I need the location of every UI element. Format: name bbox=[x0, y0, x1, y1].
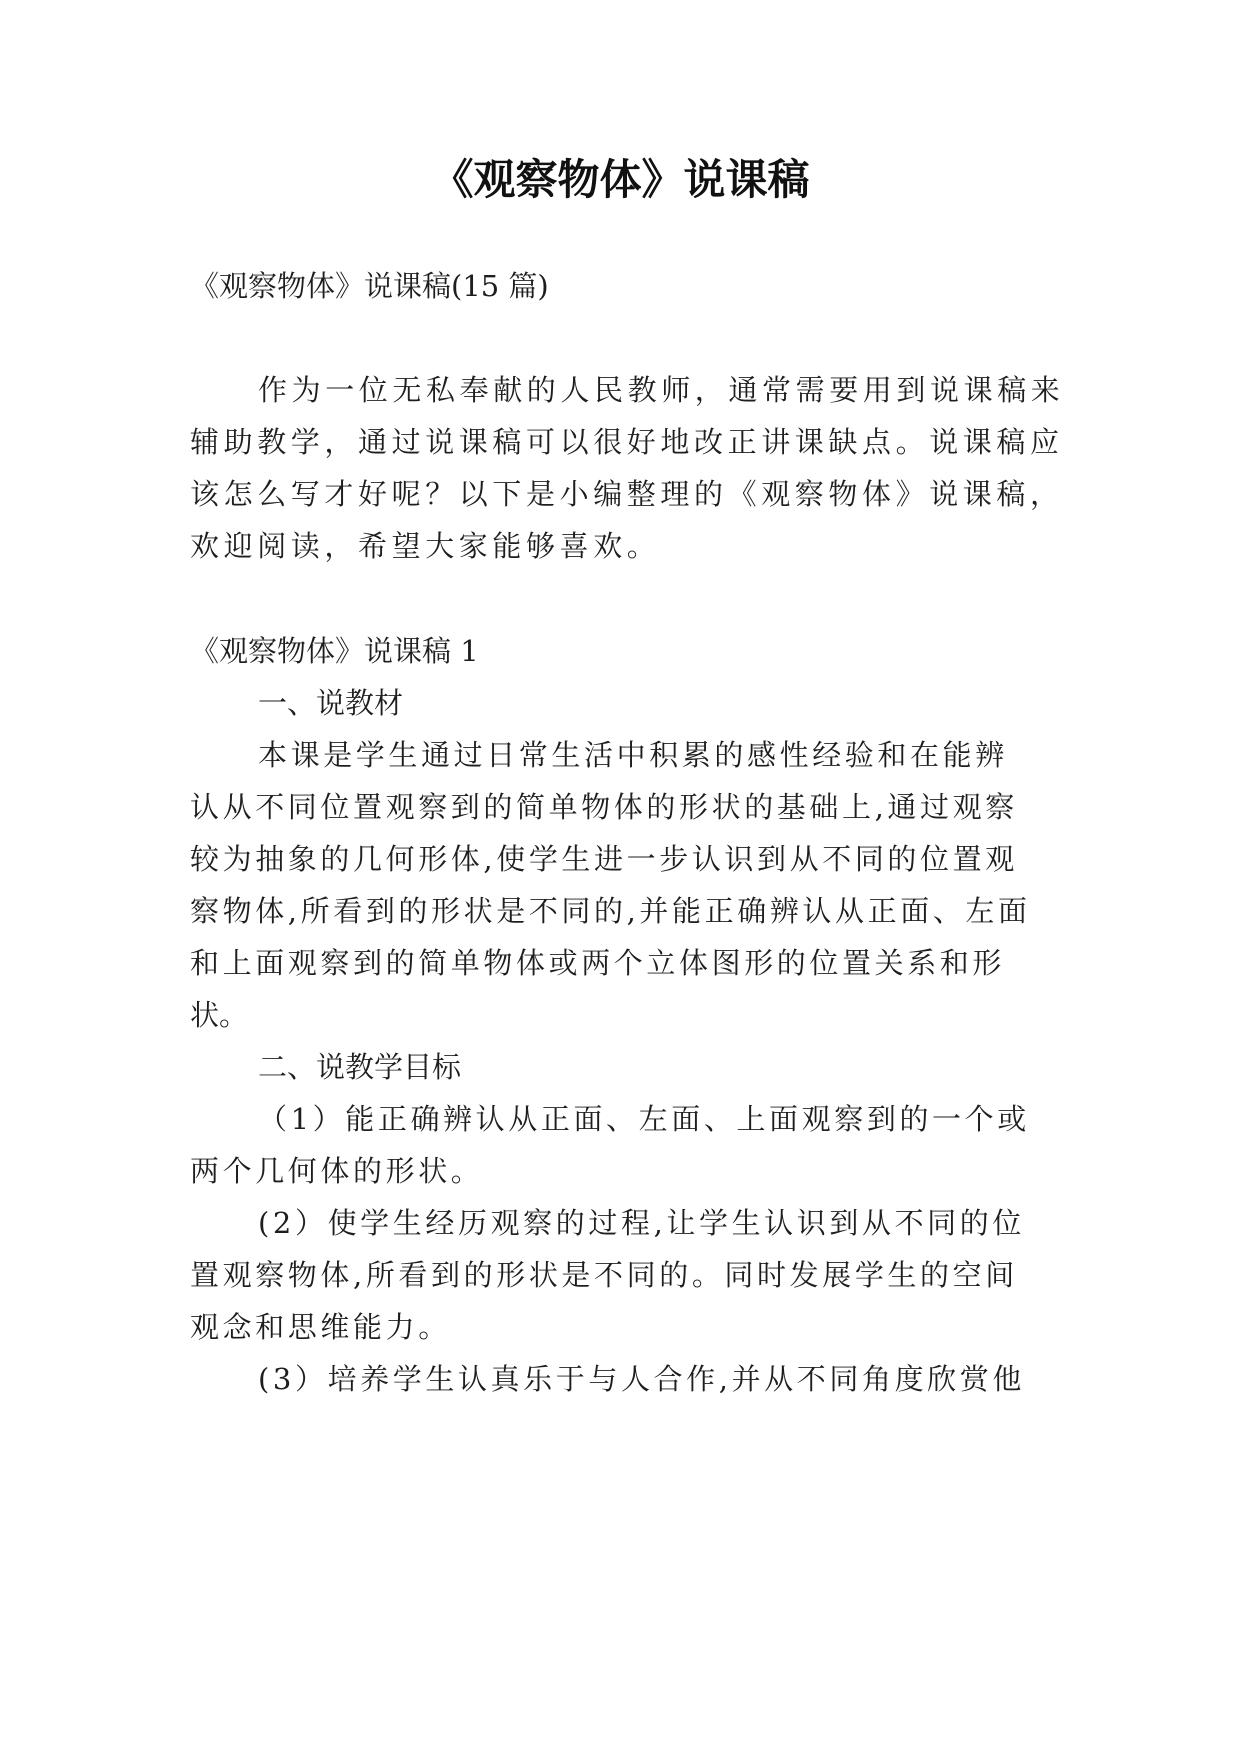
part1-line-1: 本课是学生通过日常生活中积累的感性经验和在能辨 bbox=[258, 738, 1008, 772]
part1-line-3: 较为抽象的几何形体,使学生进一步认识到从不同的位置观 bbox=[190, 842, 1018, 876]
intro-line-3: 该怎么写才好呢？以下是小编整理的《观察物体》说课稿， bbox=[190, 477, 1064, 511]
section-heading: 《观察物体》说课稿 1 bbox=[190, 634, 479, 668]
document-subtitle: 《观察物体》说课稿(15 篇) bbox=[190, 269, 549, 303]
part1-line-6: 状。 bbox=[190, 998, 249, 1032]
intro-line-2: 辅助教学，通过说课稿可以很好地改正讲课缺点。说课稿应 bbox=[190, 425, 1064, 459]
intro-line-4: 欢迎阅读，希望大家能够喜欢。 bbox=[190, 529, 661, 563]
document-title: 《观察物体》说课稿 bbox=[431, 155, 810, 204]
goal1-line-1: （1）能正确辨认从正面、左面、上面观察到的一个或 bbox=[258, 1102, 1030, 1136]
part2-heading: 二、说教学目标 bbox=[258, 1050, 462, 1084]
goal2-line-3: 观念和思维能力。 bbox=[190, 1310, 451, 1344]
goal2-line-2: 置观察物体,所看到的形状是不同的。同时发展学生的空间 bbox=[190, 1258, 1018, 1292]
part1-line-2: 认从不同位置观察到的简单物体的形状的基础上,通过观察 bbox=[190, 790, 1018, 824]
part1-line-5: 和上面观察到的简单物体或两个立体图形的位置关系和形 bbox=[190, 946, 1006, 980]
goal3-line-1: (3）培养学生认真乐于与人合作,并从不同角度欣赏他 bbox=[258, 1362, 1025, 1396]
part1-heading: 一、说教材 bbox=[258, 686, 404, 720]
intro-line-1: 作为一位无私奉献的人民教师，通常需要用到说课稿来 bbox=[258, 373, 1065, 407]
goal1-line-2: 两个几何体的形状。 bbox=[190, 1154, 484, 1188]
part1-line-4: 察物体,所看到的形状是不同的,并能正确辨认从正面、左面 bbox=[190, 894, 1031, 928]
goal2-line-1: (2）使学生经历观察的过程,让学生认识到从不同的位 bbox=[258, 1206, 1025, 1240]
